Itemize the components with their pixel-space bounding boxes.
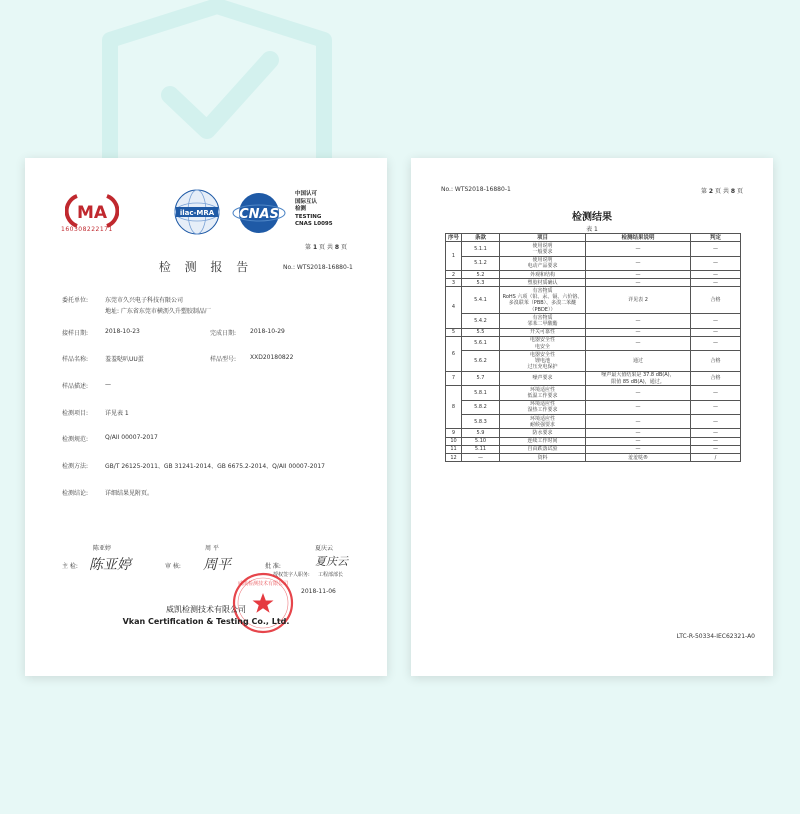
svg-text:MA: MA <box>76 203 108 223</box>
row-number-cell: 1 <box>446 242 462 271</box>
table-row <box>446 437 741 445</box>
conclusion-value: 详细结果见附页。 <box>105 490 154 497</box>
verdict-cell: — <box>691 271 741 279</box>
verdict-cell: 合格 <box>691 287 741 314</box>
test-items-value: 详见表 1 <box>105 410 129 417</box>
row-number-cell: 4 <box>446 287 462 328</box>
result-cell: — <box>586 386 691 400</box>
header-item: 项目 <box>500 234 586 242</box>
table-row <box>446 287 741 314</box>
verdict-cell: 合格 <box>691 371 741 385</box>
header-no: 序号 <box>446 234 462 242</box>
report-title: 检 测 报 告 <box>158 260 254 274</box>
row-number-cell: 9 <box>446 429 462 437</box>
completed-date-value: 2018-10-29 <box>250 328 285 335</box>
cnas-line: CNAS L0095 <box>295 221 333 227</box>
clause-cell: 5.9 <box>462 429 500 437</box>
test-items-label: 检测项目: <box>62 410 89 417</box>
result-cell: — <box>586 415 691 429</box>
table-row <box>446 351 741 372</box>
sample-name-label: 样品名称: <box>62 356 89 363</box>
authorized-signer-title: 工程部部长 <box>318 572 344 578</box>
item-cell: 使用说明 一般要求 <box>500 242 586 256</box>
test-method-label: 检测方法: <box>62 463 89 470</box>
result-cell: — <box>586 328 691 336</box>
row-number-cell: 7 <box>446 371 462 385</box>
item-cell: 防水要求 <box>500 429 586 437</box>
row-number-cell: 3 <box>446 279 462 287</box>
sample-desc-value: — <box>105 381 111 388</box>
verdict-cell: — <box>691 328 741 336</box>
conclusion-label: 检测结论: <box>62 490 89 497</box>
clause-cell: 5.8.2 <box>462 400 500 414</box>
table-row <box>446 328 741 336</box>
item-cell: 有害物质 邻苯二甲酸酯 <box>500 314 586 328</box>
reviewer-signature: 周平 <box>203 557 231 573</box>
clause-cell: 5.6.1 <box>462 336 500 350</box>
approver-name: 夏庆云 <box>315 545 334 552</box>
svg-text:CNAS: CNAS <box>239 207 279 222</box>
table-row <box>446 415 741 429</box>
item-cell: 环境适应性 湿热工作要求 <box>500 400 586 414</box>
result-cell: 噪声最大值结果是 37.8 dB(A)， 限值 85 dB(A)，通过。 <box>586 371 691 385</box>
completed-date-label: 完成日期: <box>210 330 237 337</box>
client-value: 东莞市久兴电子科技有限公司 <box>105 297 184 304</box>
table-row <box>446 256 741 270</box>
result-cell: — <box>586 279 691 287</box>
item-cell: 自由跌落试验 <box>500 445 586 453</box>
clause-cell: 5.3 <box>462 279 500 287</box>
table-row <box>446 279 741 287</box>
clause-cell: 5.2 <box>462 271 500 279</box>
item-cell: 外观和结构 <box>500 271 586 279</box>
row-number-cell: 5 <box>446 328 462 336</box>
clause-cell: 5.4.1 <box>462 287 500 314</box>
row-number-cell: 6 <box>446 336 462 371</box>
results-table <box>445 233 741 462</box>
table-row <box>446 454 741 462</box>
item-cell: 环境适应性 耐候强要求 <box>500 415 586 429</box>
item-cell: 资料 <box>500 454 586 462</box>
results-body <box>446 242 741 462</box>
clause-cell: 5.1.2 <box>462 256 500 270</box>
item-cell: 有害物质 RoHS 六项（铅、汞、镉、六价铬、多溴联苯（PBB）、多溴二苯醚（PBDE）） <box>500 287 586 314</box>
verdict-cell: — <box>691 400 741 414</box>
result-cell: — <box>586 271 691 279</box>
result-cell: — <box>586 429 691 437</box>
result-cell: — <box>586 256 691 270</box>
row-number-cell: 12 <box>446 454 462 462</box>
client-label: 委托单位: <box>62 297 89 304</box>
result-cell: — <box>586 242 691 256</box>
approver-signature: 夏庆云 <box>315 555 348 568</box>
verdict-cell: — <box>691 242 741 256</box>
row-number-cell: 10 <box>446 437 462 445</box>
clause-cell: 5.7 <box>462 371 500 385</box>
test-spec-value: Q/AII 00007-2017 <box>105 434 158 441</box>
received-date-label: 接样日期: <box>62 330 89 337</box>
cnas-line: 国际互认 <box>295 198 318 205</box>
verdict-cell: / <box>691 454 741 462</box>
verdict-cell: — <box>691 429 741 437</box>
item-cell: 噪声要求 <box>500 371 586 385</box>
results-table-caption: 表 1 <box>586 226 598 233</box>
svg-text:ilac-MRA: ilac-MRA <box>179 209 215 217</box>
cnas-label <box>295 191 333 229</box>
cnas-line: 中国认可 <box>295 191 318 197</box>
main-inspector-signature: 陈亚婷 <box>89 557 131 573</box>
item-cell: 使用说明 电动产品要求 <box>500 256 586 270</box>
row-number-cell: 11 <box>446 445 462 453</box>
result-cell: — <box>586 400 691 414</box>
test-spec-label: 检测规范: <box>62 436 89 443</box>
clause-cell: 5.4.2 <box>462 314 500 328</box>
clause-cell: — <box>462 454 500 462</box>
clause-cell: 5.10 <box>462 437 500 445</box>
shield-check-background-icon <box>92 0 342 175</box>
sample-model-value: XXD20180822 <box>250 354 294 361</box>
report-number: No.: WTS2018-16880-1 <box>441 186 511 193</box>
item-cell: 电器安全性 电安全 <box>500 336 586 350</box>
row-number-cell: 8 <box>446 386 462 429</box>
clause-cell: 5.8.1 <box>462 386 500 400</box>
table-row <box>446 445 741 453</box>
client-address: 地址: 广东省东莞市横沥久升塑胶制品厂 <box>105 308 211 315</box>
table-row <box>446 271 741 279</box>
result-cell: 详见表 2 <box>586 287 691 314</box>
issue-date: 2018-11-06 <box>301 588 336 595</box>
main-inspector-label: 主 检: <box>62 563 78 570</box>
main-inspector-name: 陈亚婷 <box>93 545 112 552</box>
item-cell: 开关可靠性 <box>500 328 586 336</box>
verdict-cell: — <box>691 415 741 429</box>
clause-cell: 5.6.2 <box>462 351 500 372</box>
result-cell: — <box>586 437 691 445</box>
company-name-cn: 威凯检测技术有限公司 <box>166 605 246 614</box>
footer-code: LTC-R-50334-IEC62321-A0 <box>676 633 755 640</box>
table-row <box>446 400 741 414</box>
clause-cell: 5.8.3 <box>462 415 500 429</box>
cnas-line: 检测 <box>295 206 307 212</box>
verdict-cell: 合格 <box>691 351 741 372</box>
verdict-cell: — <box>691 445 741 453</box>
table-row <box>446 386 741 400</box>
clause-cell: 5.5 <box>462 328 500 336</box>
clause-cell: 5.11 <box>462 445 500 453</box>
page-number: 第 2 页 共 8 页 <box>700 188 743 195</box>
reviewer-name: 周 平 <box>205 545 219 552</box>
item-cell: 连续工作时间 <box>500 437 586 445</box>
clause-cell: 5.1.1 <box>462 242 500 256</box>
sample-model-label: 样品型号: <box>210 356 237 363</box>
header-clause: 条款 <box>462 234 500 242</box>
result-cell: — <box>586 314 691 328</box>
cnas-line: TESTING <box>295 213 322 220</box>
verdict-cell: — <box>691 437 741 445</box>
item-cell: 环境适应性 低温工作要求 <box>500 386 586 400</box>
table-row <box>446 371 741 385</box>
authorized-signer-label: 授权签字人职务: <box>273 572 310 578</box>
item-cell: 电器安全性 锂电池 过压充电保护 <box>500 351 586 372</box>
results-title: 检测结果 <box>572 212 612 223</box>
received-date-value: 2018-10-23 <box>105 328 140 335</box>
table-row <box>446 429 741 437</box>
table-row <box>446 242 741 256</box>
verdict-cell: — <box>691 386 741 400</box>
cma-logo-icon <box>65 192 119 230</box>
report-number: No.: WTS2018-16880-1 <box>283 264 353 271</box>
ilac-mra-logo-icon <box>173 188 221 236</box>
cnas-logo-icon <box>231 191 287 235</box>
header-result: 检测结果说明 <box>586 234 691 242</box>
test-results-page <box>411 158 773 676</box>
header-verdict: 判定 <box>691 234 741 242</box>
sample-desc-label: 样品描述: <box>62 383 89 390</box>
verdict-cell: — <box>691 256 741 270</box>
result-cell: 羞羞哒® <box>586 454 691 462</box>
verdict-cell: — <box>691 314 741 328</box>
result-cell: 通过 <box>586 351 691 372</box>
cma-number: 160308222171 <box>61 226 113 233</box>
result-cell: — <box>586 445 691 453</box>
verdict-cell: — <box>691 336 741 350</box>
page-number: 第 1 页 共 8 页 <box>305 244 348 251</box>
sample-name-value: 羞羞哒叭UU蛋 <box>105 356 144 363</box>
reviewer-label: 审 核: <box>165 563 181 570</box>
table-row <box>446 314 741 328</box>
test-report-cover-page <box>25 158 387 676</box>
company-name-en: Vkan Certification & Testing Co., Ltd. <box>122 617 290 626</box>
item-cell: 塑胶材质确认 <box>500 279 586 287</box>
approver-label: 批 准: <box>265 563 281 570</box>
result-cell: — <box>586 336 691 350</box>
svg-text:威凯检测技术有限公司: 威凯检测技术有限公司 <box>237 581 289 587</box>
test-method-value: GB/T 26125-2011、GB 31241-2014、GB 6675.2-2014、Q/AII 00007-2017 <box>105 463 325 470</box>
row-number-cell: 2 <box>446 271 462 279</box>
table-row <box>446 336 741 350</box>
verdict-cell: — <box>691 279 741 287</box>
